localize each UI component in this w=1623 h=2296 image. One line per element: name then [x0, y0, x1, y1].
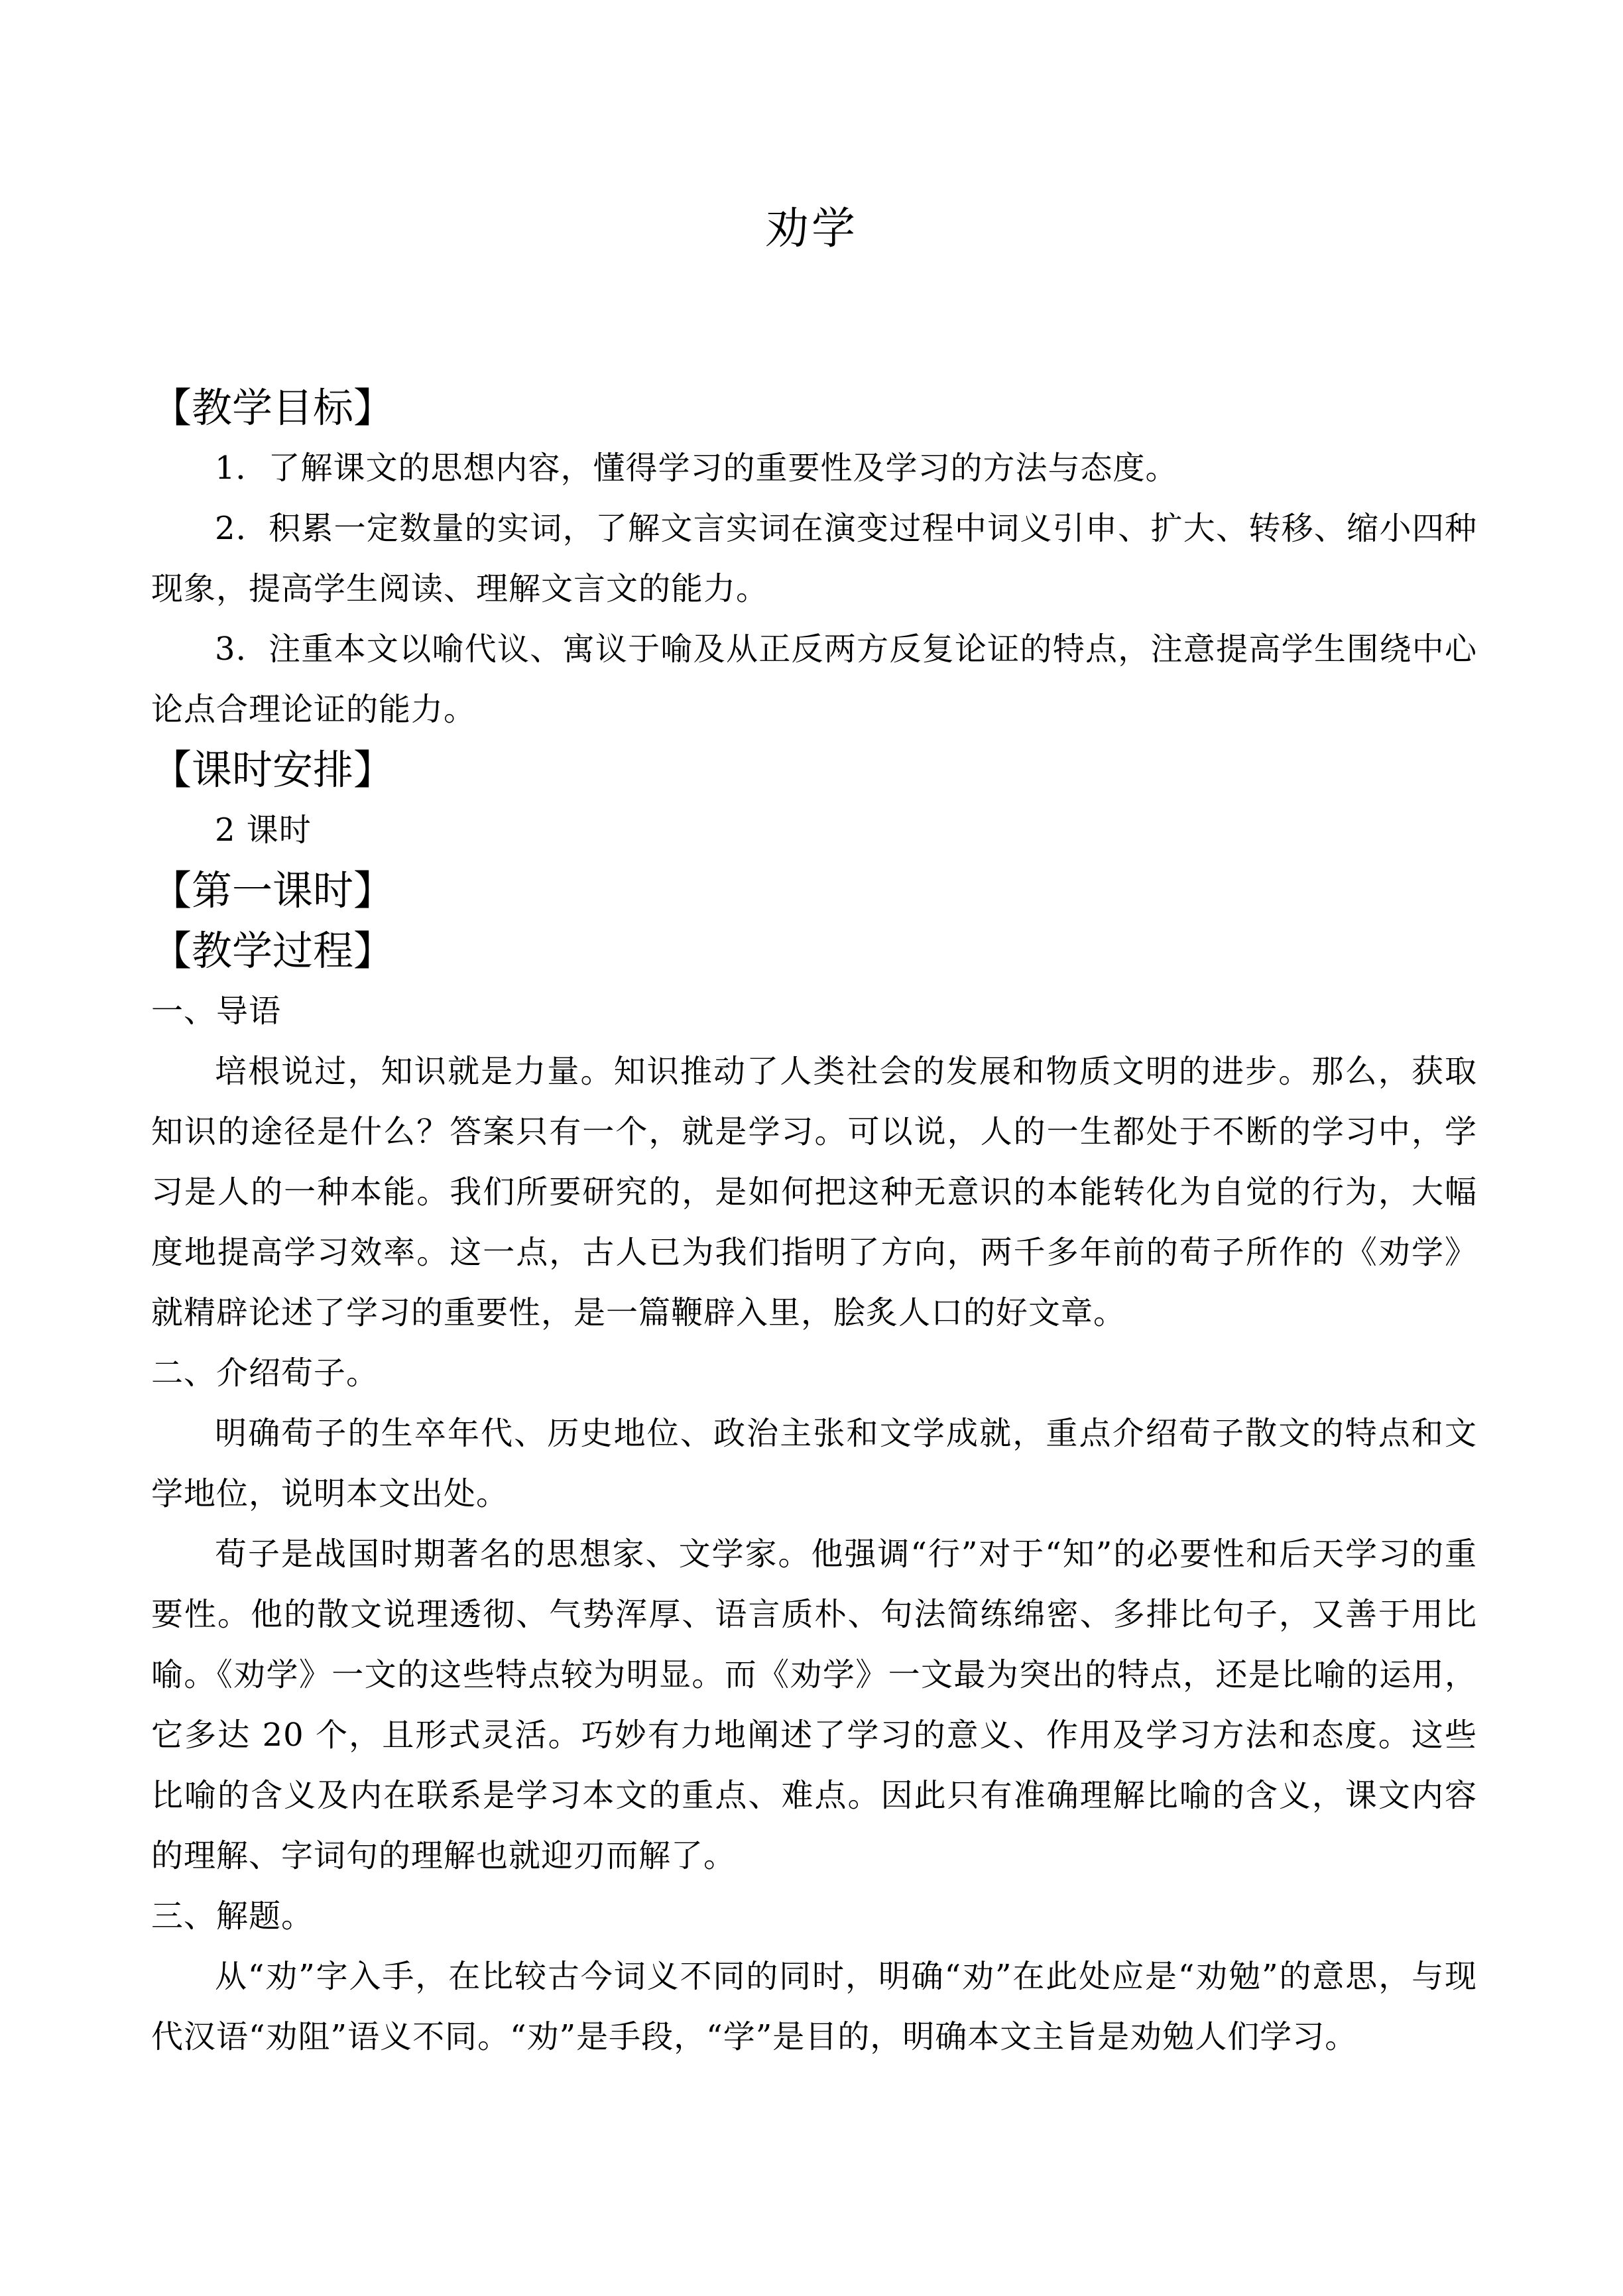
document-title: 劝学 [765, 203, 858, 254]
section-about-xunzi: 二、介绍荀子。 [151, 1355, 379, 1392]
xunzi-paragraph-2: 荀子是战国时期著名的思想家、文学家。他强调“行”对于“知”的必要性和后天学习的重要性。他的散文说理透彻、气势浑厚、语言质朴、句法简练绵密、多排比句子，又善于用比喻。《劝学》一文的这些特点较为明显。而《劝学》一文最为突出的特点，还是比喻的运用，它多达 20 个，且形式灵活。巧妙有力地阐述了学习的意义、作用及学习方法和态度。这些比喻的含义及内在联系是学习本文的重点、难点。因此只有准确理解比喻的含义，课文内容的理解、字词句的理解也就迎刃而解了。 [151, 1536, 1477, 1874]
goal-item-3: 3．注重本文以喻代议、寓议于喻及从正反两方反复论证的特点，注意提高学生围绕中心论点合理论证的能力。 [151, 631, 1477, 728]
section-title-explanation: 三、解题。 [151, 1898, 314, 1935]
title-explanation-paragraph: 从“劝”字入手，在比较古今词义不同的同时，明确“劝”在此处应是“劝勉”的意思，与现代汉语“劝阻”语义不同。“劝”是手段，“学”是目的，明确本文主旨是劝勉人们学习。 [151, 1958, 1477, 2055]
heading-first-lesson: 【第一课时】 [151, 867, 394, 914]
goal-item-1: 1．了解课文的思想内容，懂得学习的重要性及学习的方法与态度。 [215, 450, 1178, 487]
document-body [151, 378, 1477, 2067]
xunzi-paragraph-1: 明确荀子的生卒年代、历史地位、政治主张和文学成就，重点介绍荀子散文的特点和文学地位，说明本文出处。 [151, 1415, 1477, 1512]
heading-schedule: 【课时安排】 [151, 747, 394, 794]
introduction-paragraph: 培根说过，知识就是力量。知识推动了人类社会的发展和物质文明的进步。那么，获取知识的途径是什么？答案只有一个，就是学习。可以说，人的一生都处于不断的学习中，学习是人的一种本能。我们所要研究的，是如何把这种无意识的本能转化为自觉的行为，大幅度地提高学习效率。这一点，古人已为我们指明了方向，两千多年前的荀子所作的《劝学》就精辟论述了学习的重要性，是一篇鞭辟入里，脍炙人口的好文章。 [151, 1053, 1477, 1331]
heading-teaching-goals: 【教学目标】 [151, 385, 394, 432]
section-introduction: 一、导语 [151, 993, 282, 1030]
heading-teaching-process: 【教学过程】 [151, 928, 394, 975]
schedule-text: 2 课时 [215, 812, 312, 849]
goal-item-2: 2．积累一定数量的实词，了解文言实词在演变过程中词义引申、扩大、转移、缩小四种现象，提高学生阅读、理解文言文的能力。 [151, 510, 1477, 607]
